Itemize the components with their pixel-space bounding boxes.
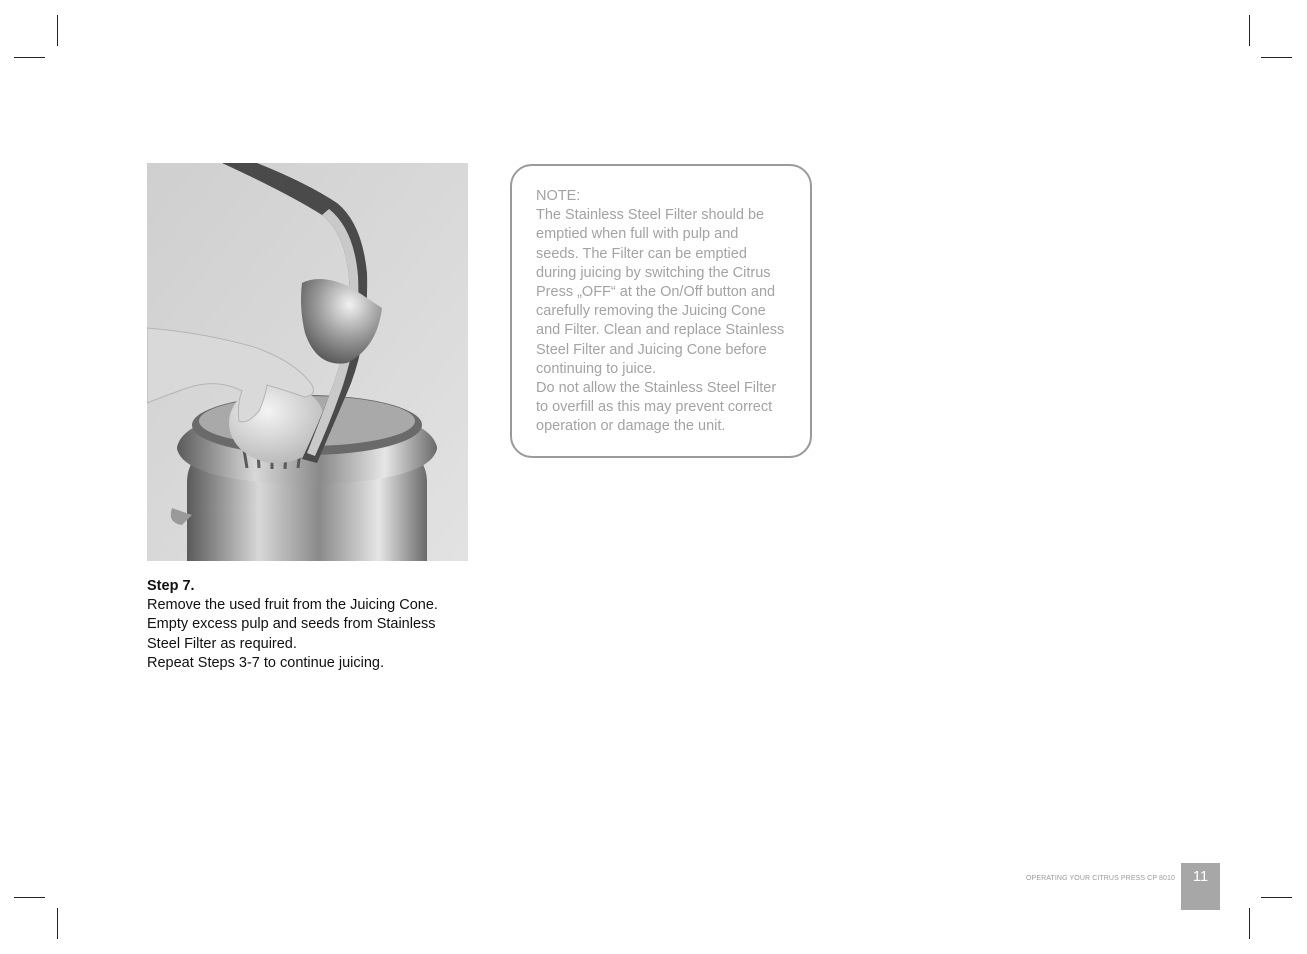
footer-section-label: OPERATING YOUR CITRUS PRESS CP 8010: [1026, 875, 1175, 882]
note-line: continuing to juice.: [536, 360, 657, 377]
crop-mark: [14, 57, 45, 58]
crop-mark: [1249, 908, 1250, 939]
step-line: Steel Filter as required.: [147, 635, 297, 652]
crop-mark: [14, 897, 45, 898]
step-line: Repeat Steps 3-7 to continue juicing.: [147, 654, 384, 671]
note-line: The Stainless Steel Filter should be: [536, 207, 765, 224]
step-line: Empty excess pulp and seeds from Stainless: [147, 616, 436, 633]
note-heading: NOTE:: [536, 188, 581, 204]
crop-mark: [57, 15, 58, 46]
step-instructions: [147, 577, 477, 673]
crop-mark: [1261, 897, 1292, 898]
note-line: to overfill as this may prevent correct: [536, 399, 773, 416]
note-line: Steel Filter and Juicing Cone before: [536, 341, 767, 358]
note-line: emptied when full with pulp and: [536, 226, 739, 243]
note-box: [510, 164, 812, 458]
note-line: during juicing by switching the Citrus: [536, 264, 771, 281]
crop-mark: [57, 908, 58, 939]
step-line: Remove the used fruit from the Juicing Cone.: [147, 597, 438, 614]
crop-mark: [1261, 57, 1292, 58]
note-line: operation or damage the unit.: [536, 418, 726, 435]
note-line: Do not allow the Stainless Steel Filter: [536, 380, 777, 397]
note-line: seeds. The Filter can be emptied: [536, 245, 747, 262]
step-title: Step 7.: [147, 578, 195, 594]
crop-mark: [1249, 15, 1250, 46]
page-number: 11: [1181, 863, 1220, 910]
citrus-press-photo: [147, 163, 468, 561]
note-line: and Filter. Clean and replace Stainless: [536, 322, 785, 339]
note-line: carefully removing the Juicing Cone: [536, 303, 766, 320]
note-line: Press „OFF“ at the On/Off button and: [536, 284, 776, 301]
